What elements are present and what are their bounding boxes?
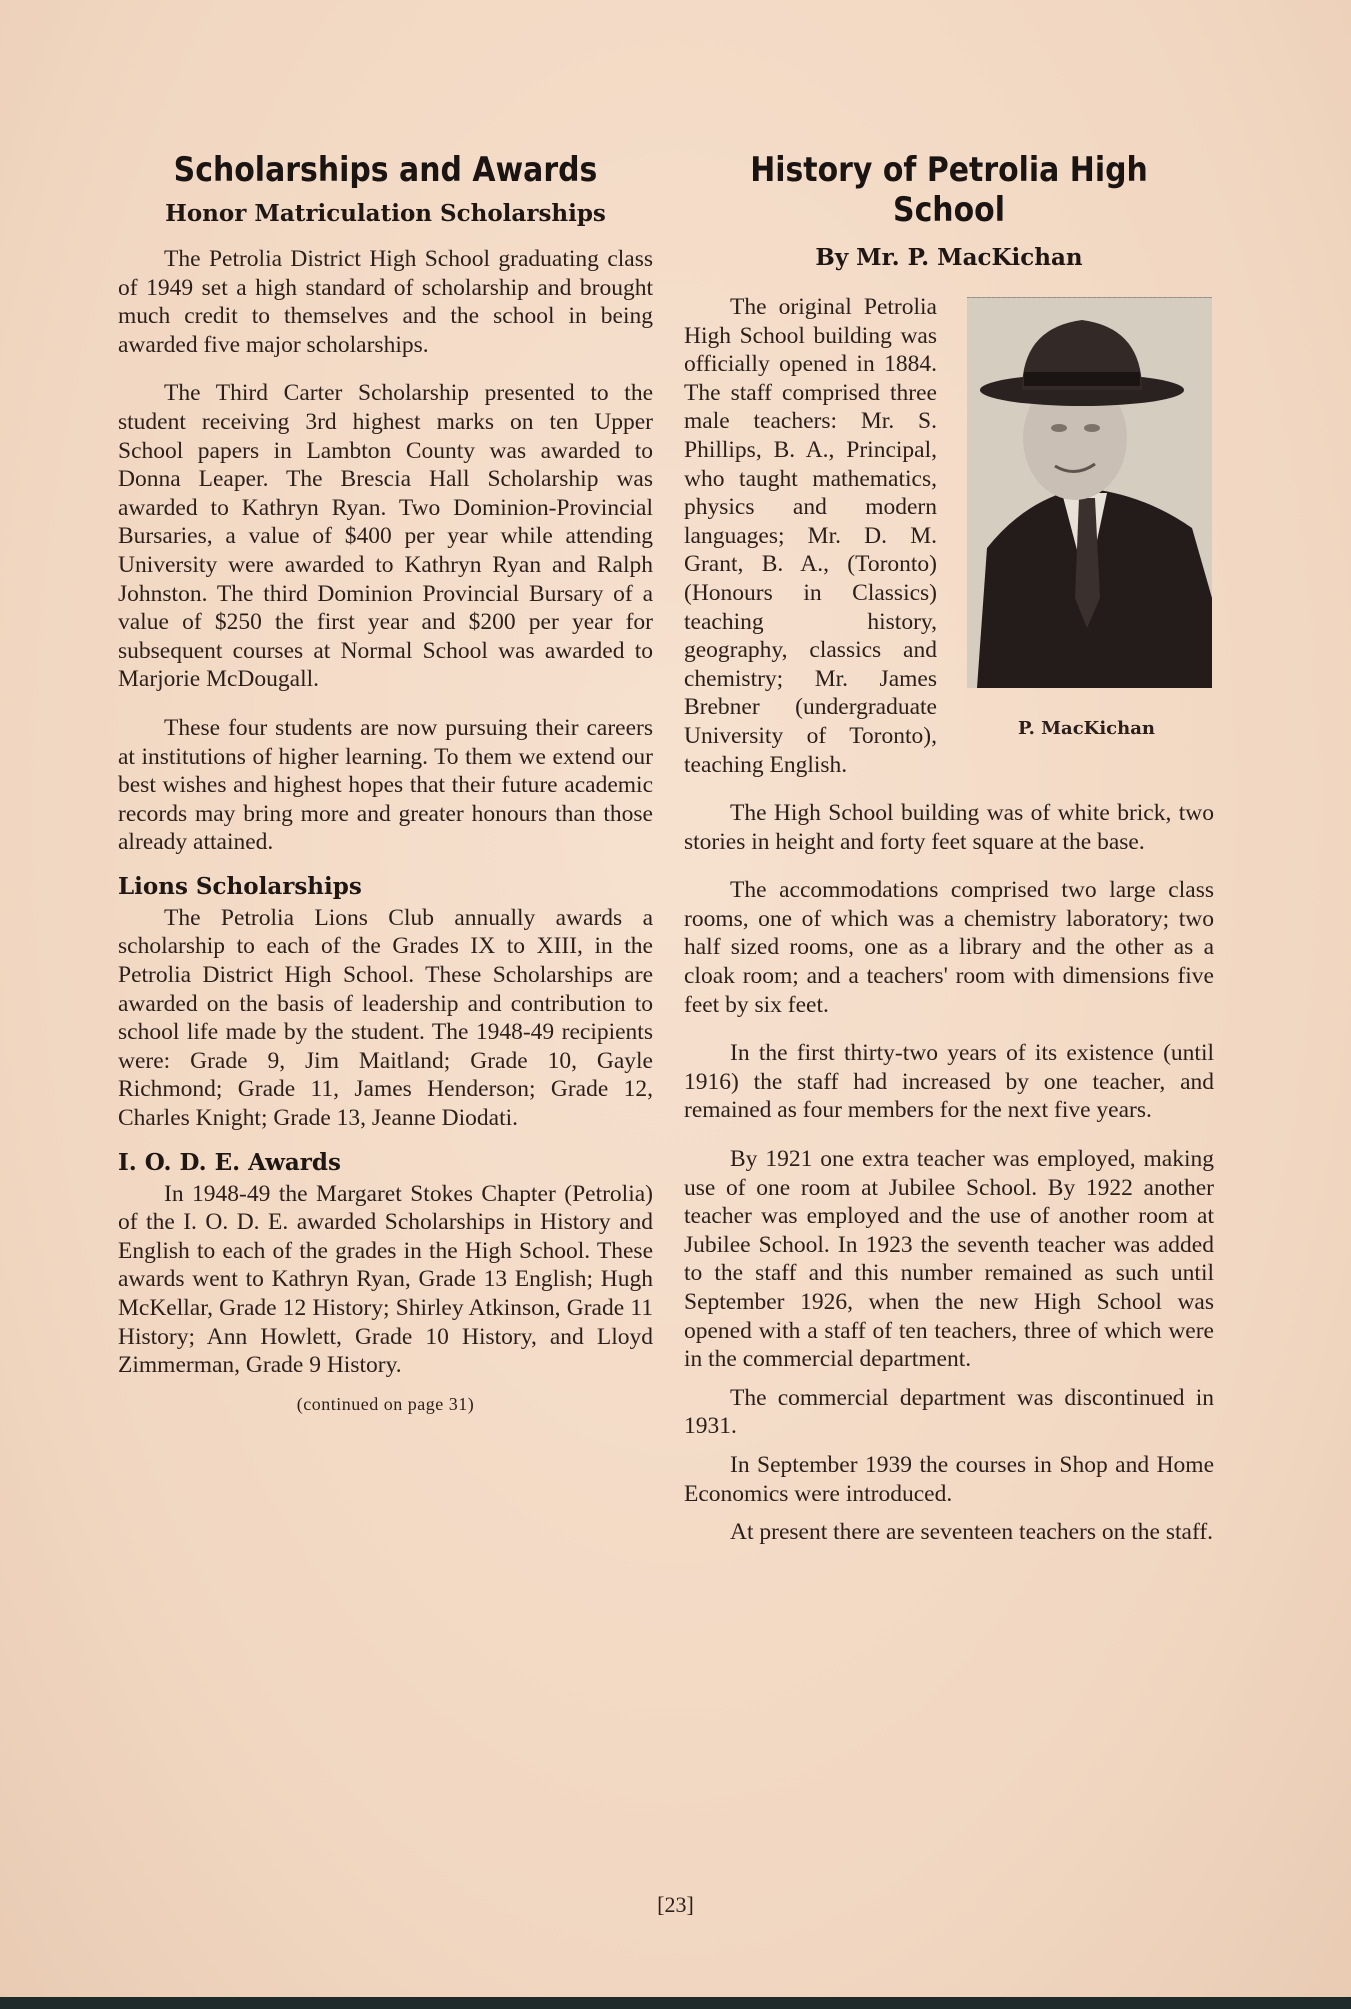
history-paragraph-7: In September 1939 the courses in Shop and Home Economics were introduced. <box>684 1451 1214 1507</box>
portrait-caption: P. MacKichan <box>1018 718 1155 739</box>
lions-heading: Lions Scholarships <box>118 872 362 900</box>
continued-note: (continued on page 31) <box>296 1393 475 1414</box>
byline: By Mr. P. MacKichan <box>815 244 1083 271</box>
history-paragraph-6: The commercial department was discontinued in 1931. <box>684 1384 1214 1440</box>
lions-paragraph: The Petrolia Lions Club annually awards a scholarship to each of the Grades IX to XIII, in the Petrolia District High School. These Scholarships are awarded on the basis of leadership and contribution to school life made by the student. The 1948-49 recipients were: Grade 9, Jim Maitland; Grade 10, Gayle Richmond; Grade 11, James Henderson; Grade 12, Charles Knight; Grade 13, Jeanne Diodati. <box>118 904 653 1132</box>
history-paragraph-2: The High School building was of white brick, two stories in height and forty feet square at the base. <box>684 800 1214 855</box>
page-bottom-edge <box>0 1997 1351 2009</box>
scholarships-title: Scholarships and Awards <box>173 150 598 190</box>
honor-matriculation-heading: Honor Matriculation Scholarships <box>165 200 606 227</box>
portrait-photo <box>967 297 1212 688</box>
scholarships-paragraph-3: These four students are now pursuing their careers at institutions of higher learning. To them we extend our best wishes and highest hopes that their future academic records may bring more and greater honours than those already attained. <box>118 714 653 856</box>
history-paragraph-5: By 1921 one extra teacher was employed, making use of one room at Jubilee School. By 1922 another teacher was employed and the use of another room at Jubilee School. In 1923 the seventh teacher was added to the staff and this number remained as such until September 1926, when the new High School was opened with a staff of ten teachers, three of which were in the commercial department. <box>684 1146 1214 1373</box>
right-column <box>684 150 1214 1557</box>
history-paragraph-1: The original Petrolia High School building was officially opened in 1884. The staff comprised three male teachers: Mr. S. Phillips, B. A., Principal, who taught mathematics, physics and modern languages; Mr. D. M. Grant, B. A., (Toronto) (Honours in Classics) teaching history, geography, classics and chemistry; Mr. James Brebner (undergraduate University of Toronto), teaching English. <box>684 294 937 778</box>
iode-heading: I. O. D. E. Awards <box>118 1148 341 1176</box>
history-paragraph-8: At present there are seventeen teachers on the staff. <box>730 1519 1214 1546</box>
iode-paragraph: In 1948-49 the Margaret Stokes Chapter (Petrolia) of the I. O. D. E. awarded Scholarships in History and English to each of the grades in the High School. These awards went to Kathryn Ryan, Grade 13 English; Hugh McKellar, Grade 12 History; Shirley Atkinson, Grade 11 History; Ann Howlett, Grade 10 History, and Lloyd Zimmerman, Grade 9 History. <box>118 1180 653 1379</box>
page-number: [23] <box>657 1892 694 1917</box>
portrait-block <box>959 297 1214 739</box>
history-title: History of Petrolia High School <box>750 150 1148 230</box>
history-paragraph-4: In the first thirty-two years of its existence (until 1916) the staff had increased by one teacher, and remained as four members for the next five years. <box>684 1040 1214 1124</box>
left-column <box>118 150 653 1415</box>
portrait-illustration <box>967 298 1212 688</box>
scholarships-paragraph-2: The Third Carter Scholarship presented to the student receiving 3rd highest marks on ten Upper School papers in Lambton County was awarded to Donna Leaper. The Brescia Hall Scholarship was awarded to Kathryn Ryan. Two Dominion-Provincial Bursaries, a value of $400 per year while attending University were awarded to Kathryn Ryan and Ralph Johnston. The third Dominion Provincial Bursary of a value of $250 the first year and $200 per year for subsequent courses at Normal School was awarded to Marjorie McDougall. <box>118 380 653 693</box>
history-paragraph-3: The accommodations comprised two large class rooms, one of which was a chemistry laboratory; two half sized rooms, one as a library and the other as a cloak room; and a teachers' room with dimensions five feet by six feet. <box>684 877 1214 1018</box>
scholarships-paragraph-1: The Petrolia District High School graduating class of 1949 set a high standard of scholarship and brought much credit to themselves and the school in being awarded five major scholarships. <box>118 246 653 358</box>
